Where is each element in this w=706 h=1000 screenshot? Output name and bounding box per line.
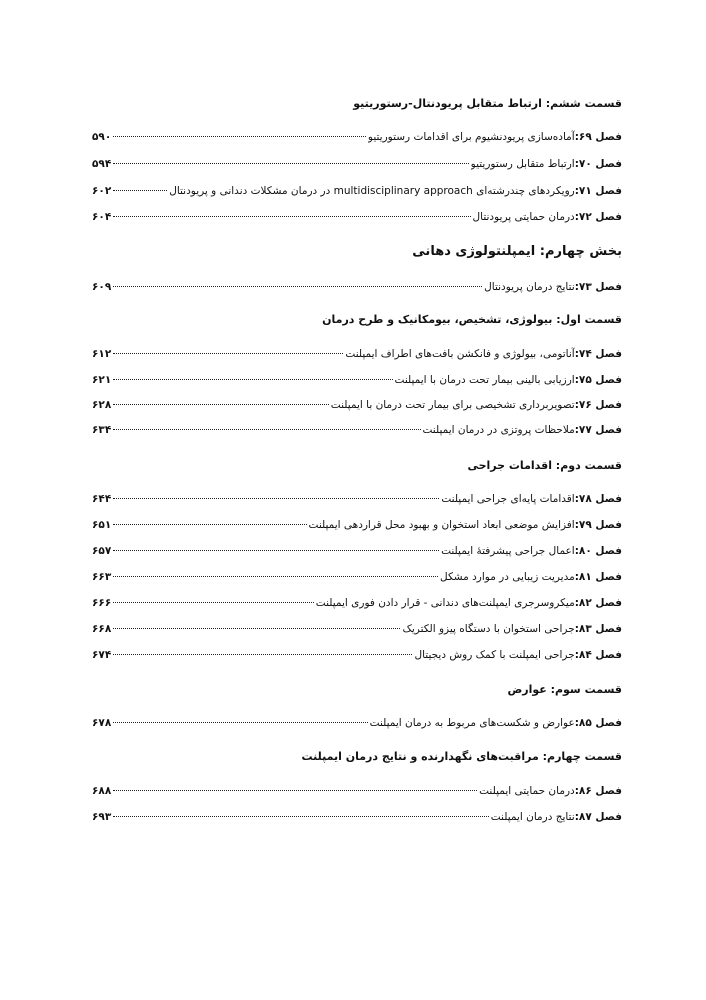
chapter-number: فصل ۸۷: <box>574 811 622 823</box>
chapter-number: فصل ۷۱: <box>574 185 622 197</box>
chapter-number: فصل ۸۰: <box>574 545 622 557</box>
leader-dots <box>113 286 482 287</box>
toc-entry-79[interactable] <box>92 518 622 532</box>
page-number: ۶۴۴ <box>92 493 112 505</box>
toc-entry-75[interactable] <box>92 373 622 387</box>
chapter-number: فصل ۷۰: <box>574 158 622 170</box>
page-number: ۵۹۴ <box>92 158 112 170</box>
toc-entry-74[interactable] <box>92 347 622 361</box>
leader-dots <box>113 379 392 380</box>
chapter-title: افزایش موضعی ابعاد استخوان و بهبود محل قراردهی ایمپلنت <box>308 519 575 531</box>
toc-entry-85[interactable] <box>92 716 622 730</box>
part-heading-4: بخش چهارم: ایمپلنتولوژی دهانی <box>412 244 622 259</box>
chapter-number: فصل ۸۴: <box>574 649 622 661</box>
toc-entry-72[interactable] <box>92 210 622 224</box>
chapter-title: ارزیابی بالینی بیمار تحت درمان با ایمپلنت <box>394 374 575 386</box>
toc-entry-81[interactable] <box>92 570 622 584</box>
chapter-number: فصل ۷۷: <box>574 424 622 436</box>
leader-dots <box>113 190 167 191</box>
chapter-number: فصل ۷۲: <box>574 211 622 223</box>
leader-dots <box>113 524 306 525</box>
chapter-title: درمان حمایتی ایمپلنت <box>479 785 575 797</box>
page-number: ۵۹۰ <box>92 131 112 143</box>
toc-entry-86[interactable] <box>92 784 622 798</box>
chapter-number: فصل ۷۵: <box>574 374 622 386</box>
chapter-title: آناتومی، بیولوژی و فانکشن بافت‌های اطراف ایمپلنت <box>345 348 575 360</box>
section-heading-6: قسمت ششم: ارتباط متقابل پریودنتال-رستوریتیو <box>353 97 622 110</box>
chapter-number: فصل ۷۳: <box>574 281 622 293</box>
section-heading-2: قسمت دوم: اقدامات جراحی <box>467 459 622 472</box>
leader-dots <box>113 216 470 217</box>
section-heading-1: قسمت اول: بیولوژی، تشخیص، بیومکانیک و طرح درمان <box>322 313 622 326</box>
chapter-title: رویکردهای چندرشته‌ای multidisciplinary approach در درمان مشکلات دندانی و پریودنتال <box>169 185 575 197</box>
toc-entry-84[interactable] <box>92 648 622 662</box>
page-number: ۶۲۸ <box>92 399 112 411</box>
section-heading-3: قسمت سوم: عوارض <box>507 683 622 696</box>
leader-dots <box>113 550 439 551</box>
page-number: ۶۳۴ <box>92 424 112 436</box>
chapter-number: فصل ۸۲: <box>574 597 622 609</box>
page-number: ۶۷۸ <box>92 717 112 729</box>
toc-entry-83[interactable] <box>92 622 622 636</box>
toc-entry-70[interactable] <box>92 157 622 171</box>
chapter-title: میکروسرجری ایمپلنت‌های دندانی - قرار دادن فوری ایمپلنت <box>315 597 575 609</box>
leader-dots <box>113 163 468 164</box>
toc-entry-77[interactable] <box>92 423 622 437</box>
page-number: ۶۸۸ <box>92 785 112 797</box>
chapter-number: فصل ۷۶: <box>574 399 622 411</box>
leader-dots <box>113 576 438 577</box>
leader-dots <box>113 602 314 603</box>
page-number: ۶۱۲ <box>92 348 112 360</box>
chapter-title: جراحی ایمپلنت با کمک روش دیجیتال <box>414 649 575 661</box>
chapter-number: فصل ۷۴: <box>574 348 622 360</box>
chapter-title: ارتباط متقابل رستوریتیو <box>470 158 575 170</box>
toc-entry-87[interactable] <box>92 810 622 824</box>
chapter-title: درمان حمایتی پریودنتال <box>472 211 575 223</box>
chapter-number: فصل ۸۵: <box>574 717 622 729</box>
chapter-title: ملاحظات پروتزی در درمان ایمپلنت <box>422 424 575 436</box>
leader-dots <box>113 816 489 817</box>
toc-entry-78[interactable] <box>92 492 622 506</box>
chapter-title: نتایج درمان ایمپلنت <box>490 811 575 823</box>
chapter-number: فصل ۸۶: <box>574 785 622 797</box>
chapter-number: فصل ۸۳: <box>574 623 622 635</box>
page-number: ۶۹۳ <box>92 811 112 823</box>
page-number: ۶۵۷ <box>92 545 112 557</box>
leader-dots <box>113 722 367 723</box>
section-heading-4: قسمت چهارم: مراقبت‌های نگهدارنده و نتایج درمان ایمپلنت <box>301 750 622 763</box>
leader-dots <box>113 353 343 354</box>
chapter-number: فصل ۷۹: <box>574 519 622 531</box>
page-number: ۶۶۸ <box>92 623 112 635</box>
page-number: ۶۶۳ <box>92 571 112 583</box>
toc-entry-73[interactable] <box>92 280 622 294</box>
page-number: ۶۰۹ <box>92 281 112 293</box>
page-number: ۶۲۱ <box>92 374 112 386</box>
chapter-number: فصل ۶۹: <box>574 131 622 143</box>
page-number: ۶۷۴ <box>92 649 112 661</box>
toc-entry-82[interactable] <box>92 596 622 610</box>
page-number: ۶۰۲ <box>92 185 112 197</box>
page-number: ۶۶۶ <box>92 597 112 609</box>
chapter-title: تصویربرداری تشخیصی برای بیمار تحت درمان با ایمپلنت <box>330 399 575 411</box>
toc-entry-69[interactable] <box>92 130 622 144</box>
page-number: ۶۰۴ <box>92 211 112 223</box>
leader-dots <box>113 429 420 430</box>
leader-dots <box>113 498 439 499</box>
chapter-number: فصل ۸۱: <box>574 571 622 583</box>
toc-entry-76[interactable] <box>92 398 622 412</box>
page-number: ۶۵۱ <box>92 519 112 531</box>
leader-dots <box>113 790 477 791</box>
chapter-title: جراحی استخوان با دستگاه پیزو الکتریک <box>402 623 575 635</box>
chapter-title: اقدامات پایه‌ای جراحی ایمپلنت <box>441 493 575 505</box>
chapter-title: مدیریت زیبایی در موارد مشکل <box>440 571 575 583</box>
toc-entry-71[interactable] <box>92 184 622 198</box>
leader-dots <box>113 136 366 137</box>
chapter-title: نتایج درمان پریودنتال <box>484 281 575 293</box>
chapter-number: فصل ۷۸: <box>574 493 622 505</box>
chapter-title: اعمال جراحی پیشرفتهٔ ایمپلنت <box>441 545 575 557</box>
leader-dots <box>113 654 412 655</box>
leader-dots <box>113 404 329 405</box>
leader-dots <box>113 628 400 629</box>
chapter-title: عوارض و شکست‌های مربوط به درمان ایمپلنت <box>369 717 575 729</box>
chapter-title: آماده‌سازی پریودنشیوم برای اقدامات رستوریتیو <box>367 131 575 143</box>
toc-entry-80[interactable] <box>92 544 622 558</box>
